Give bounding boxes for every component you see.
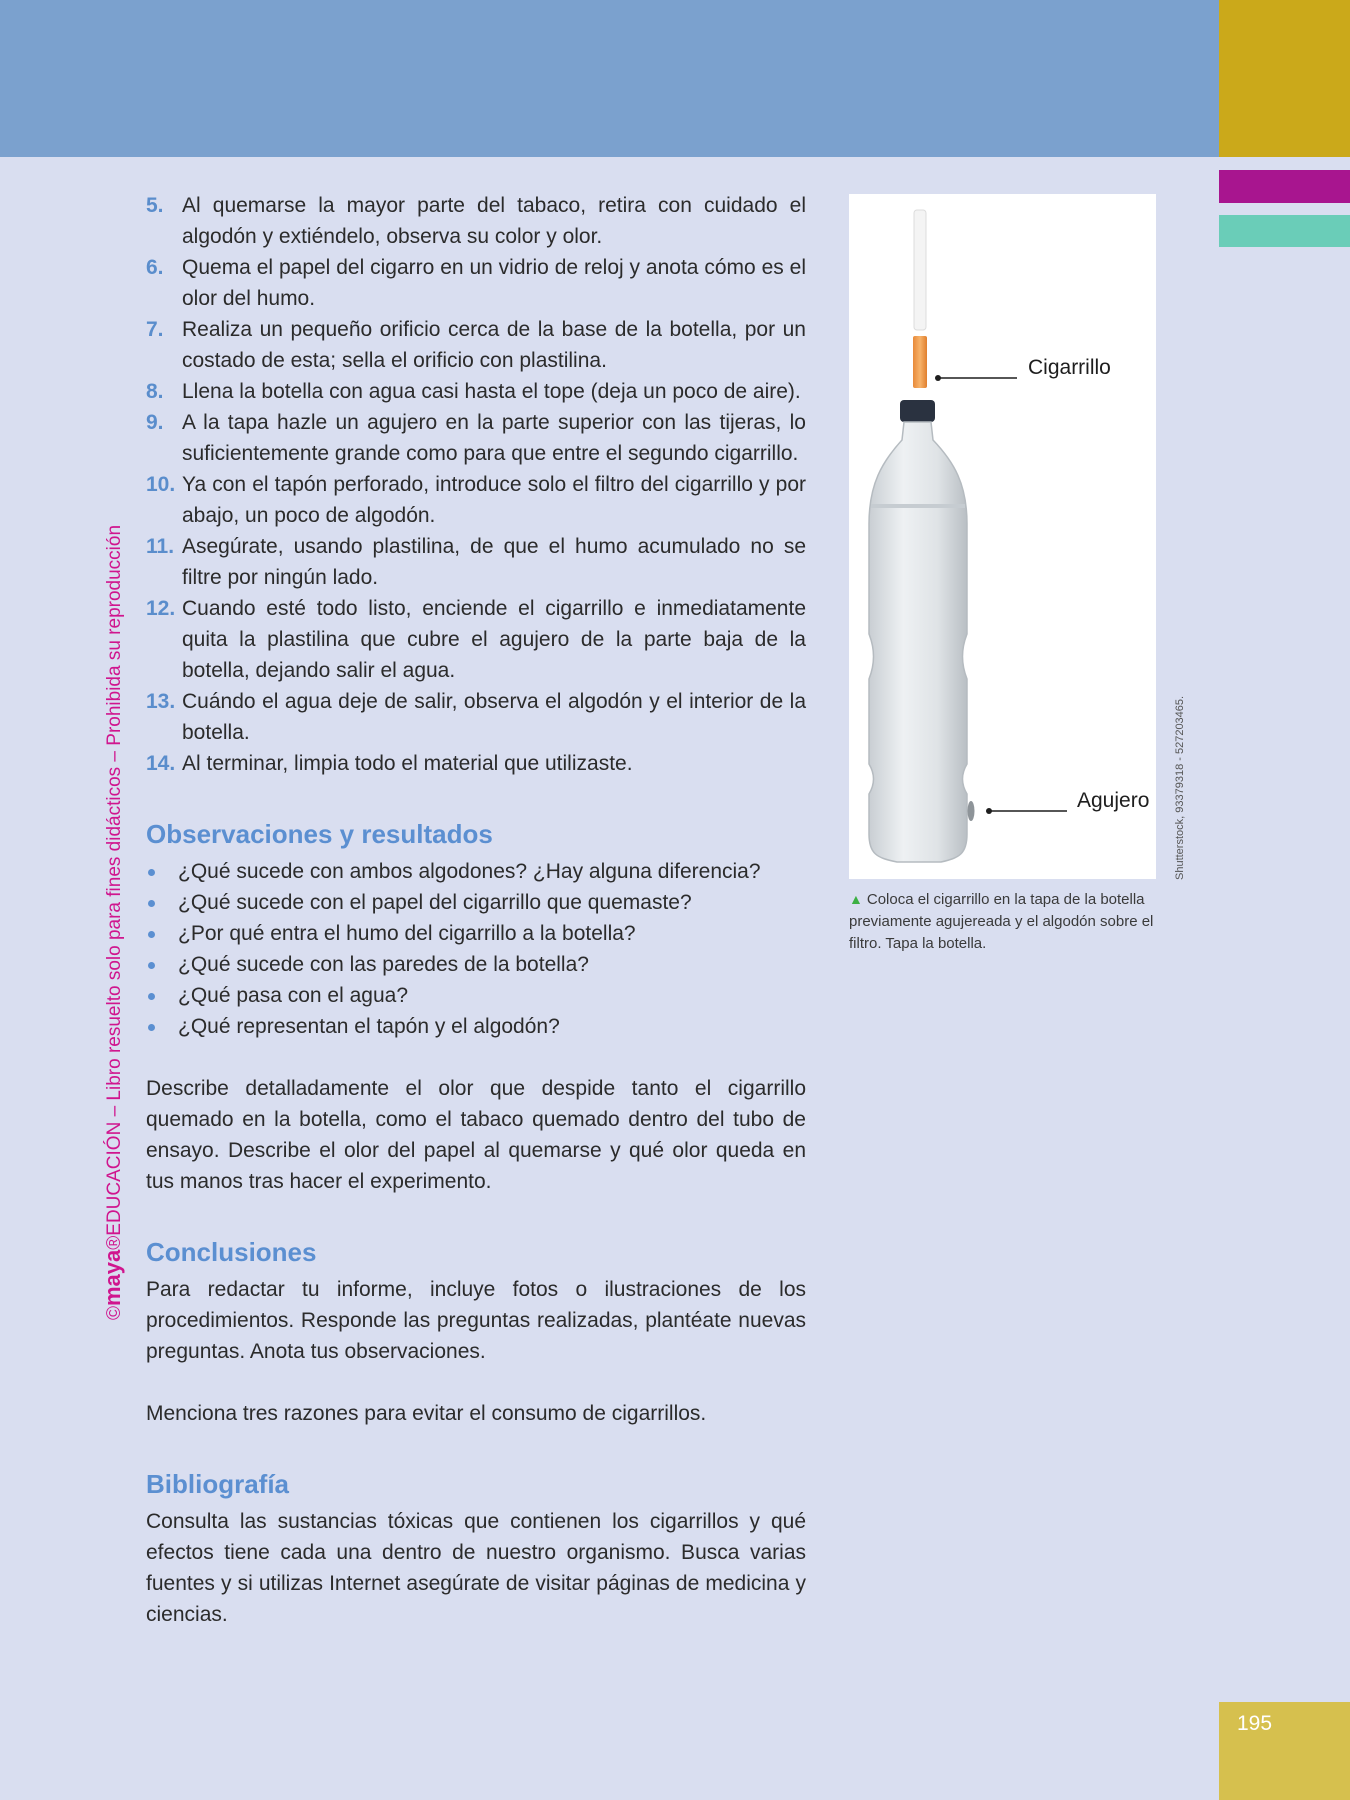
header-gold-block	[1219, 0, 1350, 157]
page-number: 195	[1237, 1712, 1273, 1735]
bullet-icon	[148, 900, 155, 907]
section-tab-green	[1219, 215, 1350, 247]
figure-caption: ▲ Coloca el cigarrillo en la tapa de la botella previamente agujereada y el algodón sobre el filtro. Tapa la botella.	[849, 891, 1154, 952]
conclusions-heading: Conclusiones	[146, 1237, 317, 1267]
bibliography-heading: Bibliografía	[146, 1469, 290, 1499]
page-number-box	[1219, 1702, 1350, 1800]
label-cigarette: Cigarrillo	[1028, 356, 1111, 379]
step-item: 5. Al quemarse la mayor parte del tabaco, retira con cuidado el algodón y extiéndelo, observa su color y olor.	[146, 194, 806, 248]
question-item: ¿Qué representan el tapón y el algodón?	[146, 1011, 806, 1042]
bullet-icon	[148, 962, 155, 969]
step-item: 10. Ya con el tapón perforado, introduce solo el filtro del cigarrillo y por abajo, un poco de algodón.	[146, 473, 806, 527]
triangle-icon: ▲	[849, 891, 863, 907]
observations-paragraph: Describe detalladamente el olor que despide tanto el cigarrillo quemado en la botella, como el tabaco quemado dentro del tubo de ensayo. Describe el olor del papel al quemarse y qué olor queda en tus manos tras hacer el experimento.	[146, 1077, 806, 1193]
conclusions-paragraph: Para redactar tu informe, incluye fotos o ilustraciones de los procedimientos. Responde las preguntas realizadas, plantéate nuevas preguntas. Anota tus observaciones.	[146, 1278, 806, 1363]
brand-logo: maya	[100, 1249, 125, 1306]
observations-heading: Observaciones y resultados	[146, 819, 493, 849]
step-item: 9. A la tapa hazle un agujero en la parte superior con las tijeras, lo suficientemente grande como para que entre el segundo cigarrillo.	[146, 411, 806, 465]
header-band	[0, 0, 1219, 157]
step-item: 13. Cuándo el agua deje de salir, observa el algodón y el interior de la botella.	[146, 690, 806, 744]
question-item: ¿Qué pasa con el agua?	[146, 980, 806, 1011]
step-item: 7. Realiza un pequeño orificio cerca de la base de la botella, por un costado de esta; sella el orificio con plastilina.	[146, 318, 806, 372]
conclusions-prompt: Menciona tres razones para evitar el consumo de cigarrillos.	[146, 1402, 707, 1425]
cigarette-filter	[913, 336, 927, 388]
question-item: ¿Por qué entra el humo del cigarrillo a la botella?	[146, 918, 806, 949]
bullet-icon	[148, 1024, 155, 1031]
bibliography-paragraph: Consulta las sustancias tóxicas que contienen los cigarrillos y qué efectos tiene cada una dentro de nuestro organismo. Busca varias fuentes y si utilizas Internet asegúrate de visitar páginas de medicina y ciencias.	[146, 1510, 806, 1626]
water-level	[871, 504, 965, 508]
step-item: 11. Asegúrate, usando plastilina, de que el humo acumulado no se filtre por ningún lado.	[146, 535, 806, 589]
main-content	[146, 190, 806, 1630]
observation-questions	[146, 856, 806, 1042]
bottle-hole	[968, 801, 975, 821]
section-tab-magenta	[1219, 170, 1350, 203]
procedure-steps	[146, 190, 806, 779]
label-hole: Agujero	[1077, 789, 1150, 812]
step-item: 12. Cuando esté todo listo, enciende el cigarrillo e inmediatamente quita la plastilina que cubre el agujero de la parte baja de la botella, dejando salir el agua.	[146, 597, 806, 682]
bullet-icon	[148, 931, 155, 938]
experiment-figure	[849, 194, 1156, 879]
question-item: ¿Qué sucede con el papel del cigarrillo que quemaste?	[146, 887, 806, 918]
bottle-body	[869, 422, 967, 862]
question-item: ¿Qué sucede con las paredes de la botella?	[146, 949, 806, 980]
photo-credit: Shutterstock, 93379318 - 527203465.	[1174, 695, 1186, 880]
step-item: 6. Quema el papel del cigarro en un vidrio de reloj y anota cómo es el olor del humo.	[146, 256, 806, 310]
bullet-icon	[148, 993, 155, 1000]
copyright-note: ©maya®EDUCACIÓN – Libro resuelto solo para fines didácticos – Prohibida su reproducción	[100, 524, 125, 1320]
cigarette-paper	[914, 210, 926, 330]
bottle-illustration	[849, 194, 1156, 879]
step-item: 8. Llena la botella con agua casi hasta el tope (deja un poco de aire).	[146, 380, 801, 403]
bullet-icon	[148, 869, 155, 876]
question-item: ¿Qué sucede con ambos algodones? ¿Hay alguna diferencia?	[146, 856, 806, 887]
bottle-cap	[900, 400, 935, 422]
step-item: 14. Al terminar, limpia todo el material que utilizaste.	[146, 752, 633, 775]
